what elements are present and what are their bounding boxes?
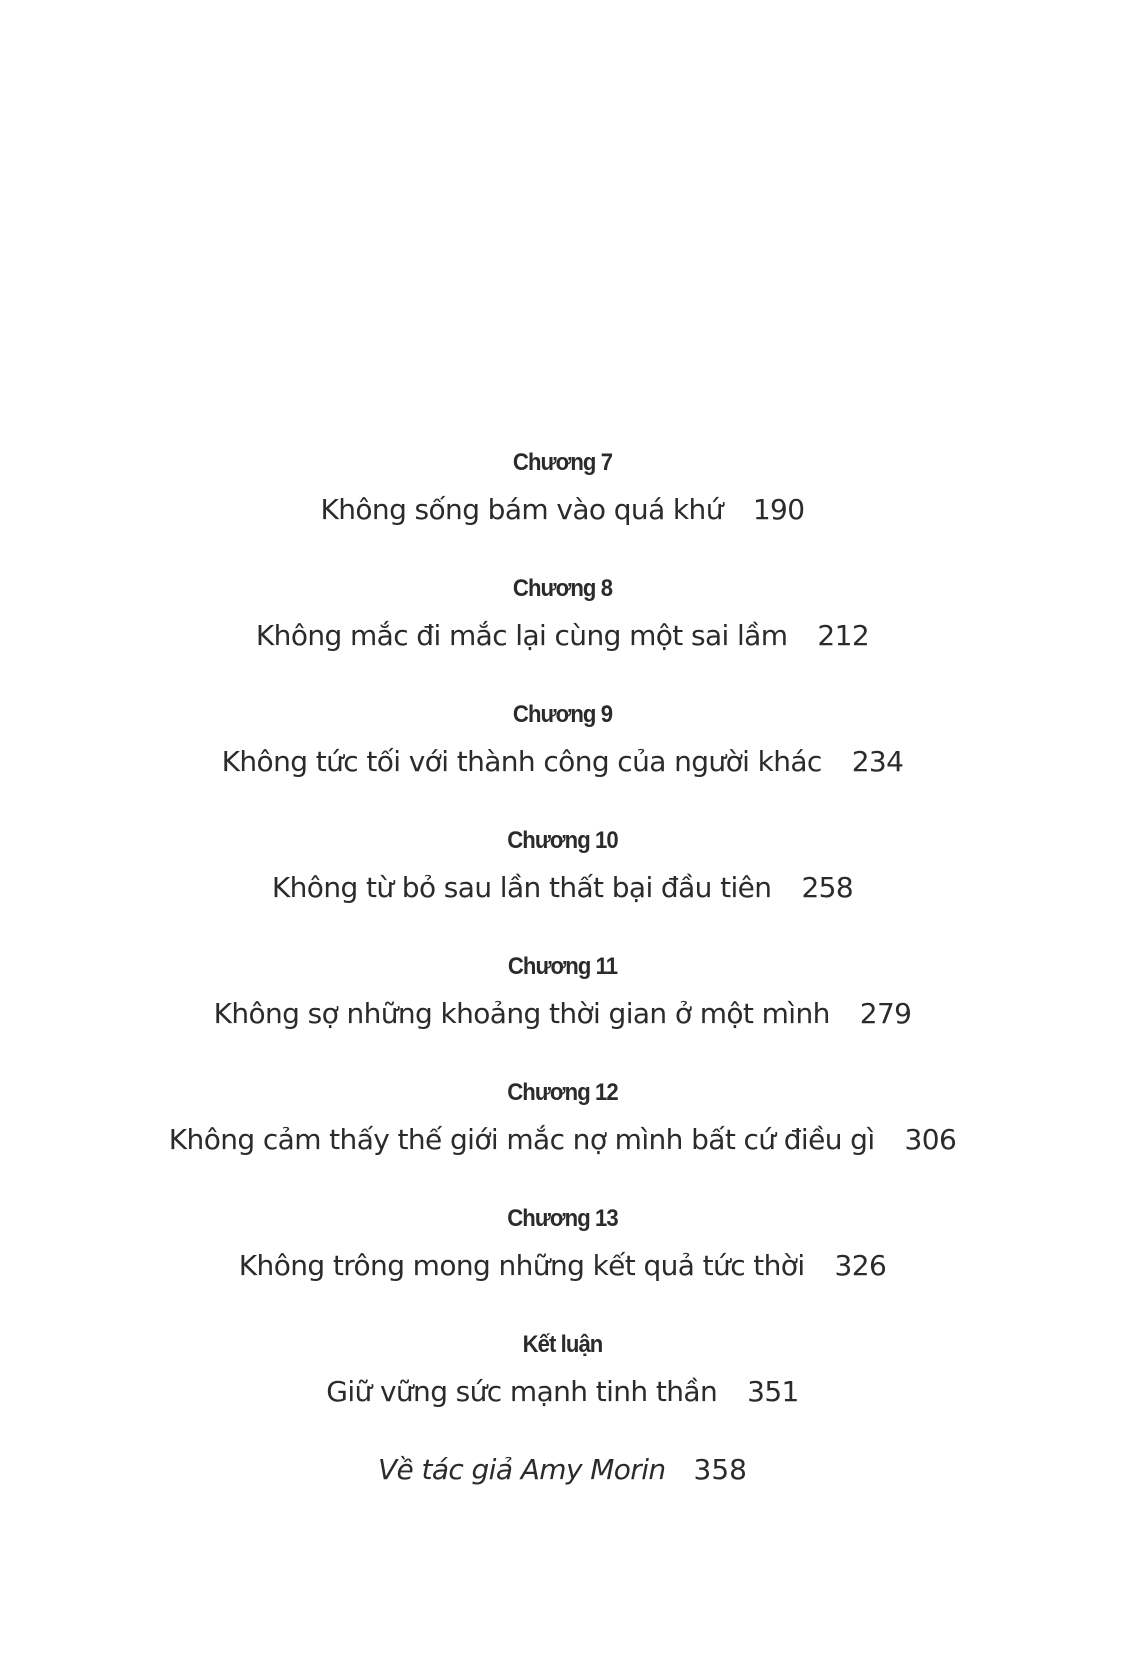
page-number: 358 xyxy=(693,1453,747,1486)
toc-entry xyxy=(0,826,1125,952)
page-number: 279 xyxy=(859,997,912,1030)
chapter-label: Chương 13 xyxy=(507,1205,618,1232)
toc-entry xyxy=(0,700,1125,826)
page-number: 212 xyxy=(817,619,870,652)
chapter-title: Không trông mong những kết quả tức thời xyxy=(238,1249,805,1282)
chapter-title: Không sống bám vào quá khứ xyxy=(320,493,723,526)
page-number: 190 xyxy=(752,493,805,526)
chapter-line xyxy=(0,744,1125,780)
chapter-title: Không từ bỏ sau lần thất bại đầu tiên xyxy=(271,871,772,904)
chapter-label: Chương 8 xyxy=(512,575,613,602)
chapter-title: Không cảm thấy thế giới mắc nợ mình bất cứ điều gì xyxy=(168,1123,875,1156)
toc-entry xyxy=(0,448,1125,574)
chapter-label: Chương 10 xyxy=(507,827,618,854)
toc-entry xyxy=(0,1204,1125,1330)
chapter-title: Không sợ những khoảng thời gian ở một mình xyxy=(213,997,830,1030)
chapter-line xyxy=(0,1122,1125,1158)
table-of-contents xyxy=(0,448,1125,1488)
author-title: Về tác giả Amy Morin xyxy=(377,1453,666,1486)
chapter-title: Không tức tối với thành công của người khác xyxy=(221,745,822,778)
toc-entry xyxy=(0,952,1125,1078)
chapter-label: Chương 12 xyxy=(507,1079,618,1106)
page-number: 258 xyxy=(801,871,854,904)
conclusion-line xyxy=(0,1374,1125,1410)
toc-entry-author xyxy=(0,1452,1125,1488)
page-number: 306 xyxy=(904,1123,957,1156)
page-number: 326 xyxy=(834,1249,887,1282)
page-number: 351 xyxy=(747,1375,799,1408)
chapter-label: Chương 11 xyxy=(507,953,618,980)
chapter-line xyxy=(0,1248,1125,1284)
chapter-line xyxy=(0,870,1125,906)
chapter-line xyxy=(0,492,1125,528)
chapter-line xyxy=(0,618,1125,654)
toc-entry xyxy=(0,1078,1125,1204)
conclusion-label: Kết luận xyxy=(522,1331,603,1358)
chapter-label: Chương 7 xyxy=(512,449,613,476)
conclusion-title: Giữ vững sức mạnh tinh thần xyxy=(326,1375,718,1408)
chapter-title: Không mắc đi mắc lại cùng một sai lầm xyxy=(255,619,788,652)
chapter-line xyxy=(0,996,1125,1032)
toc-entry-conclusion xyxy=(0,1330,1125,1456)
toc-entry xyxy=(0,574,1125,700)
page-number: 234 xyxy=(851,745,904,778)
chapter-label: Chương 9 xyxy=(512,701,613,728)
